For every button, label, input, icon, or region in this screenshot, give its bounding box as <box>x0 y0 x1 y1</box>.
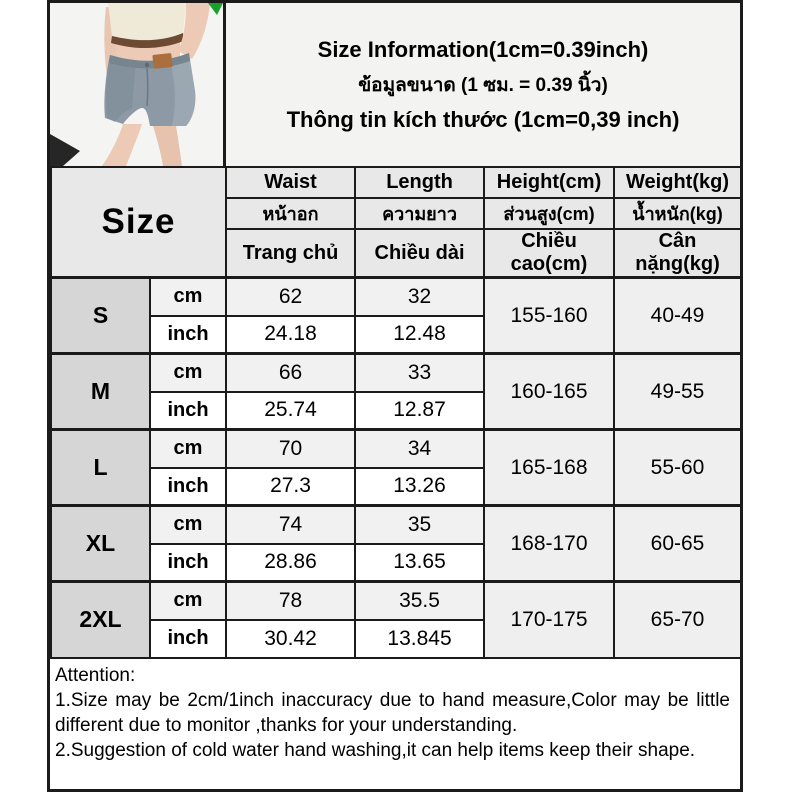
height-range: 168-170 <box>484 506 614 582</box>
waist-inch-value: 27.3 <box>226 468 355 506</box>
col-header-length-th: ความยาว <box>355 198 484 229</box>
size-table <box>50 166 742 659</box>
product-photo <box>50 3 226 166</box>
weight-range: 65-70 <box>614 582 741 658</box>
col-header-waist-en: Waist <box>226 167 355 198</box>
unit-label-cm: cm <box>150 430 226 468</box>
length-cm-value: 35.5 <box>355 582 484 620</box>
unit-label-inch: inch <box>150 392 226 430</box>
size-label: S <box>51 278 150 354</box>
unit-label-inch: inch <box>150 544 226 582</box>
waist-cm-value: 70 <box>226 430 355 468</box>
size-label: XL <box>51 506 150 582</box>
col-header-waist-vi: Trang chủ <box>226 229 355 278</box>
col-header-weight-en: Weight(kg) <box>614 167 741 198</box>
table-row <box>51 430 741 468</box>
attention-section <box>50 659 740 790</box>
weight-range: 60-65 <box>614 506 741 582</box>
corner-header-size: Size <box>51 167 226 278</box>
col-header-waist-th: หน้าอก <box>226 198 355 229</box>
table-row <box>51 278 741 316</box>
title-english: Size Information(1cm=0.39inch) <box>317 36 649 62</box>
length-cm-value: 33 <box>355 354 484 392</box>
weight-range: 55-60 <box>614 430 741 506</box>
waist-inch-value: 30.42 <box>226 620 355 658</box>
attention-heading: Attention: <box>55 664 136 686</box>
unit-label-cm: cm <box>150 354 226 392</box>
waist-cm-value: 74 <box>226 506 355 544</box>
waist-inch-value: 28.86 <box>226 544 355 582</box>
model-photo-illustration <box>50 3 223 166</box>
leather-patch <box>152 53 172 69</box>
attention-item-1: 1.Size may be 2cm/1inch inaccuracy due to hand measure,Color may be little different due to monitor ,thanks for your understanding. <box>55 689 730 736</box>
length-cm-value: 34 <box>355 430 484 468</box>
size-label: 2XL <box>51 582 150 658</box>
waist-inch-value: 24.18 <box>226 316 355 354</box>
length-inch-value: 13.65 <box>355 544 484 582</box>
top-band <box>50 3 740 166</box>
unit-label-cm: cm <box>150 506 226 544</box>
attention-item-2: 2.Suggestion of cold water hand washing,it can help items keep their shape. <box>55 739 696 761</box>
col-header-length-en: Length <box>355 167 484 198</box>
size-table-header <box>51 167 741 278</box>
table-row <box>51 506 741 544</box>
length-inch-value: 13.26 <box>355 468 484 506</box>
waist-cm-value: 62 <box>226 278 355 316</box>
waist-cm-value: 78 <box>226 582 355 620</box>
height-range: 160-165 <box>484 354 614 430</box>
length-inch-value: 13.845 <box>355 620 484 658</box>
length-cm-value: 32 <box>355 278 484 316</box>
height-range: 165-168 <box>484 430 614 506</box>
col-header-length-vi: Chiều dài <box>355 229 484 278</box>
table-row <box>51 582 741 620</box>
table-row <box>51 354 741 392</box>
size-label: M <box>51 354 150 430</box>
col-header-height-vi: Chiều cao(cm) <box>484 229 614 278</box>
waist-inch-value: 25.74 <box>226 392 355 430</box>
col-header-height-th: ส่วนสูง(cm) <box>484 198 614 229</box>
unit-label-cm: cm <box>150 278 226 316</box>
unit-label-inch: inch <box>150 316 226 354</box>
weight-range: 49-55 <box>614 354 741 430</box>
height-range: 170-175 <box>484 582 614 658</box>
height-range: 155-160 <box>484 278 614 354</box>
size-label: L <box>51 430 150 506</box>
col-header-height-en: Height(cm) <box>484 167 614 198</box>
weight-range: 40-49 <box>614 278 741 354</box>
length-inch-value: 12.87 <box>355 392 484 430</box>
unit-label-inch: inch <box>150 620 226 658</box>
col-header-weight-vi: Cân nặng(kg) <box>614 229 741 278</box>
col-header-weight-th: น้ำหนัก(kg) <box>614 198 741 229</box>
length-cm-value: 35 <box>355 506 484 544</box>
length-inch-value: 12.48 <box>355 316 484 354</box>
waist-cm-value: 66 <box>226 354 355 392</box>
title-vietnamese: Thông tin kích thước (1cm=0,39 inch) <box>286 106 680 132</box>
unit-label-cm: cm <box>150 582 226 620</box>
title-block <box>226 3 740 166</box>
title-thai: ข้อมูลขนาด (1 ซม. = 0.39 นิ้ว) <box>358 74 608 96</box>
unit-label-inch: inch <box>150 468 226 506</box>
size-info-sheet <box>47 0 743 792</box>
